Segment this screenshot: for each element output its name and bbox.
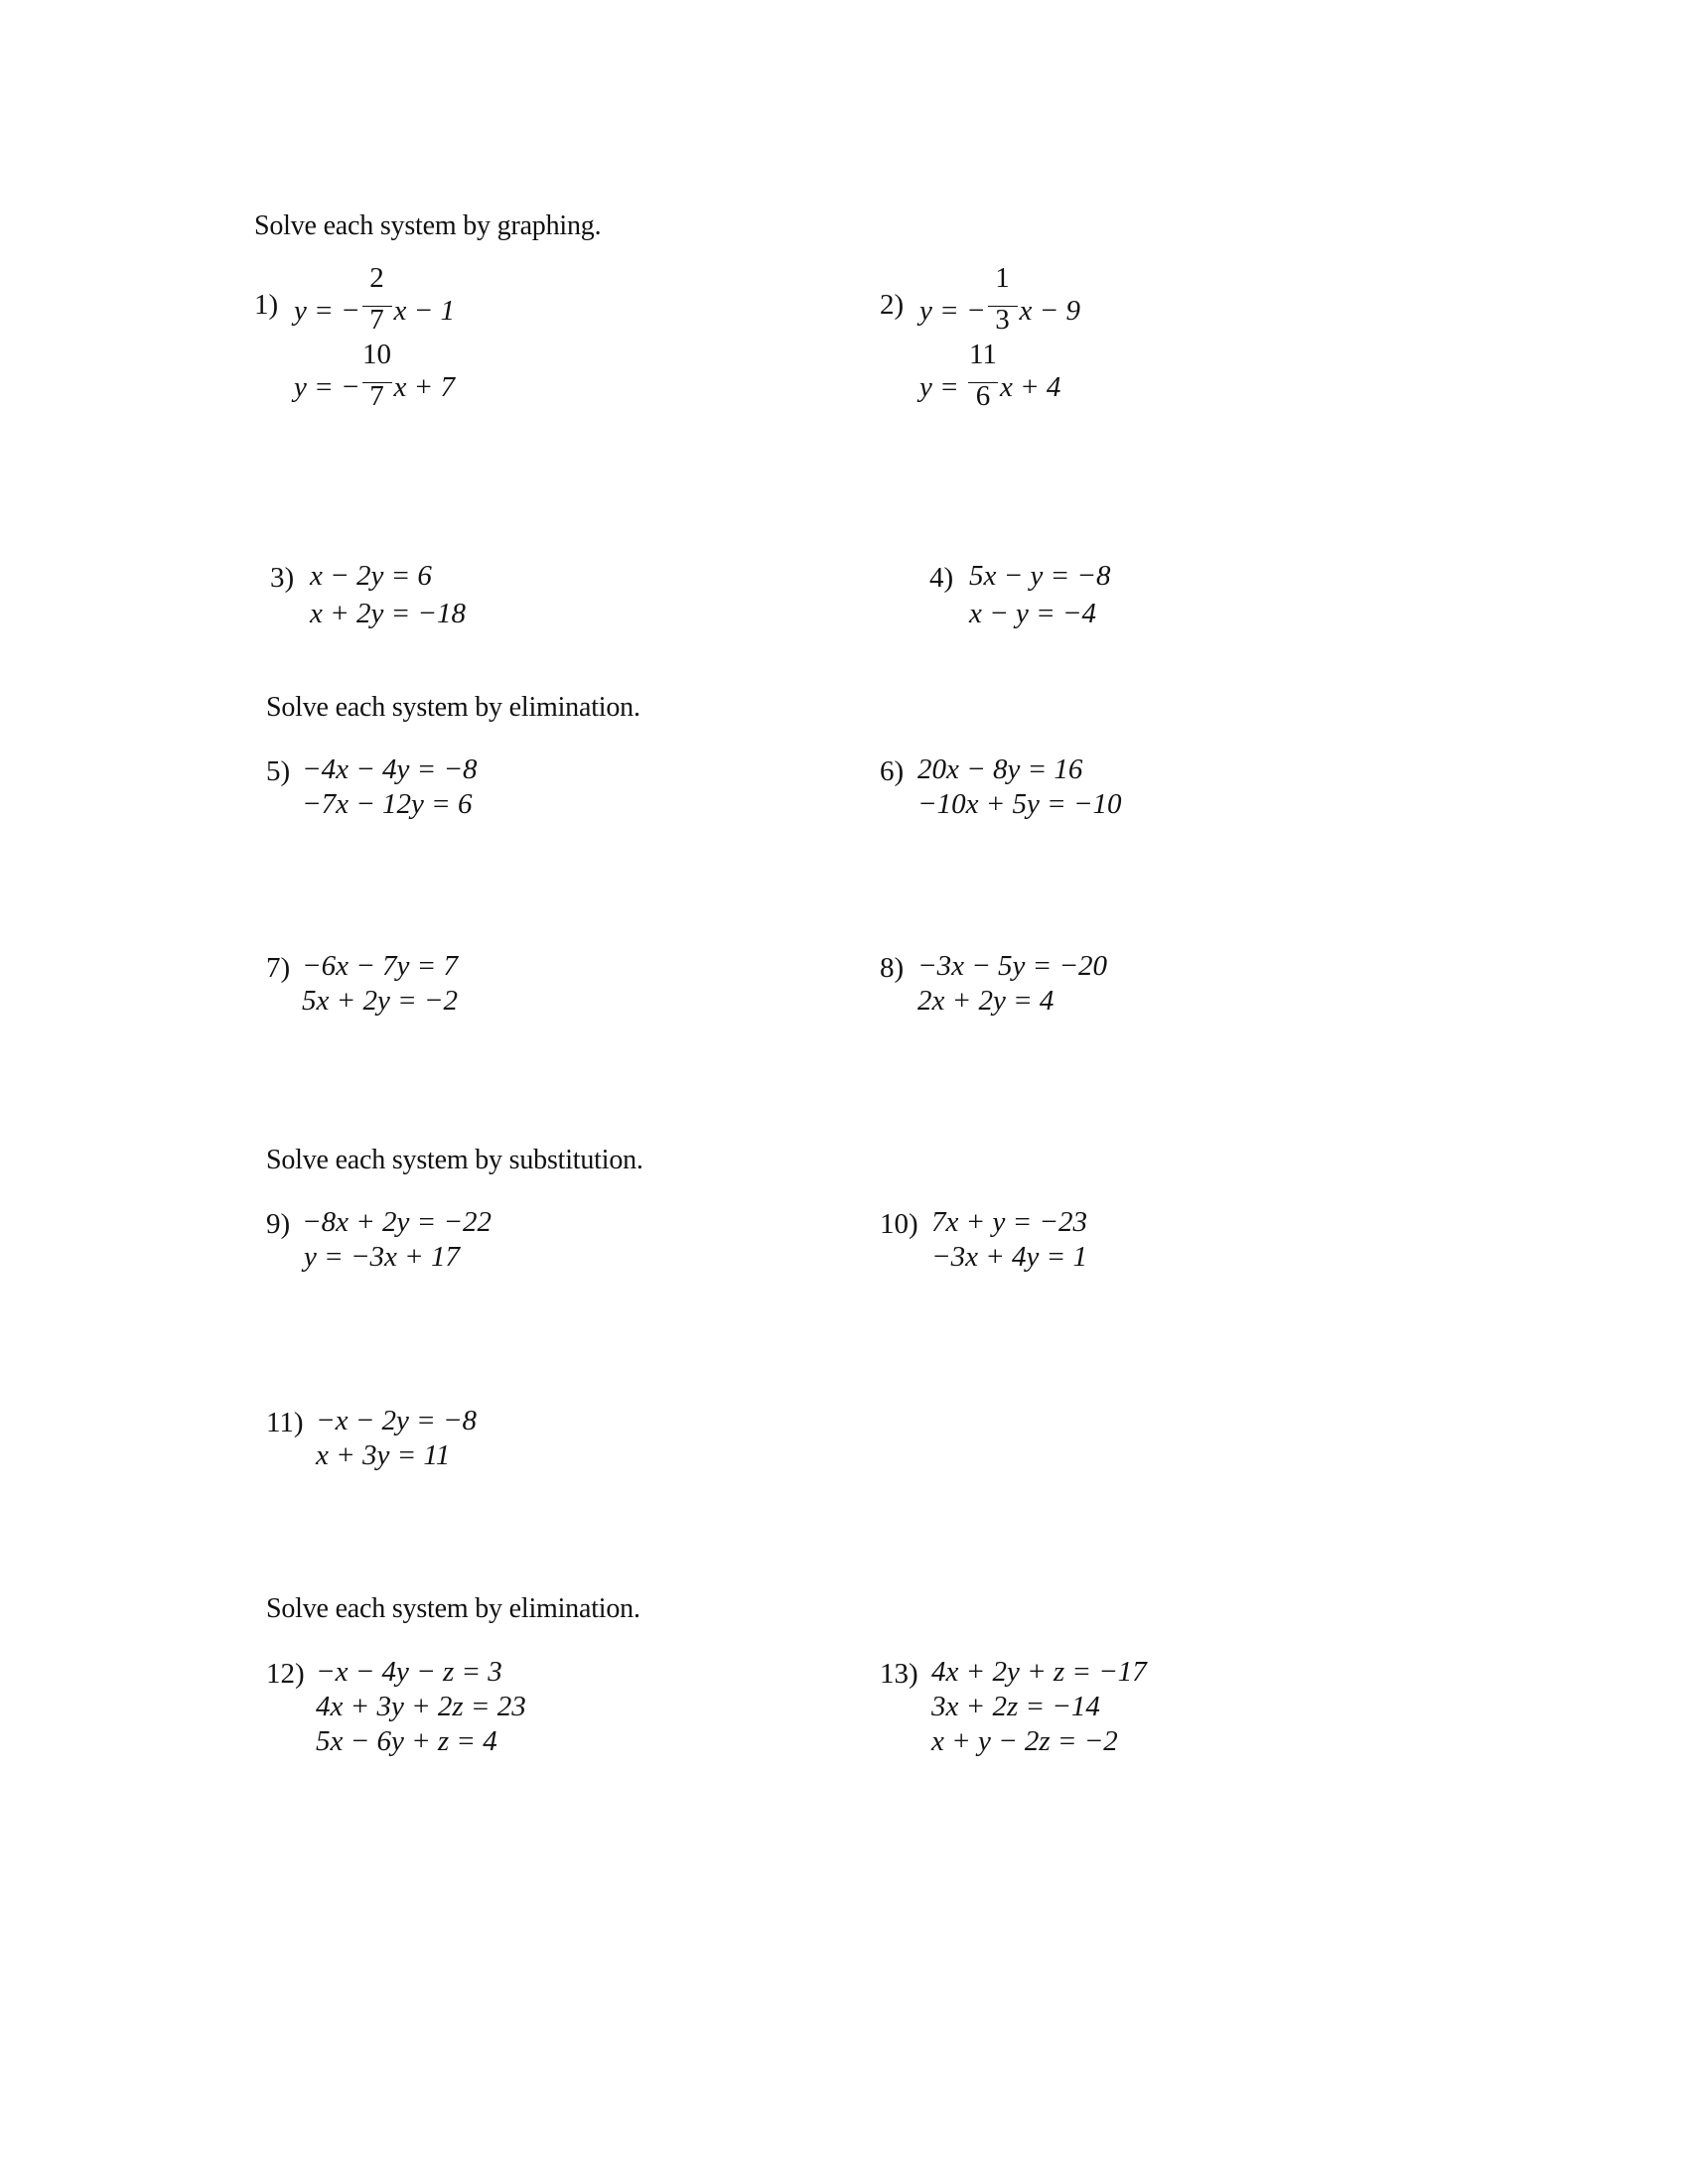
equation: −10x + 5y = −10 [917,788,1122,820]
equation [919,339,1061,412]
equation: −3x − 5y = −20 [917,950,1108,982]
problem-number: 6) [880,755,905,787]
equation: x + y − 2z = −2 [931,1725,1118,1757]
problem-11 [266,1407,584,1486]
fraction-numerator: 10 [362,339,392,370]
equation-rhs: x − 1 [393,295,455,327]
equation: 5x − 6y + z = 4 [316,1725,497,1757]
problem-number: 3) [270,562,295,594]
problem-number: 7) [266,952,291,984]
problem-1 [254,262,552,428]
problem-2 [880,262,1178,428]
fraction [360,262,394,336]
equation: −x − 2y = −8 [316,1405,478,1436]
problem-13 [880,1658,1217,1777]
equation-lhs: y = [919,371,966,403]
fraction [360,339,394,412]
equation [294,262,455,336]
equation-lhs: y = − [919,295,986,327]
equation: 5x − y = −8 [969,560,1111,592]
fraction-denominator: 7 [369,304,384,336]
equation: −7x − 12y = 6 [302,788,473,820]
section-heading-substitution: Solve each system by substitution. [266,1145,643,1175]
equation: 20x − 8y = 16 [917,753,1083,785]
equation: −6x − 7y = 7 [302,950,458,982]
equation [294,339,455,412]
equation: −3x + 4y = 1 [931,1241,1087,1273]
equation-rhs: x − 9 [1019,295,1080,327]
problem-number: 11) [266,1407,304,1438]
problem-10 [880,1208,1197,1288]
equation-lhs: y = − [294,371,360,403]
equation-rhs: x + 4 [999,371,1061,403]
problem-7 [266,952,564,1031]
problem-number: 4) [929,562,954,594]
equation: −4x − 4y = −8 [302,753,478,785]
problem-number: 5) [266,755,291,787]
equation: 4x + 3y + 2z = 23 [316,1691,526,1722]
equation: x − 2y = 6 [310,560,432,592]
fraction-numerator: 1 [995,262,1010,294]
problem-6 [880,755,1197,835]
fraction [986,262,1020,336]
problem-number: 12) [266,1658,305,1690]
equation: 7x + y = −23 [931,1206,1087,1238]
fraction-denominator: 7 [369,380,384,412]
problem-number: 8) [880,952,905,984]
problem-number: 1) [254,289,279,321]
equation: x − y = −4 [969,598,1096,629]
equation [919,262,1080,336]
problem-number: 10) [880,1208,918,1240]
equation: 3x + 2z = −14 [931,1691,1100,1722]
problem-4 [929,562,1227,641]
problem-5 [266,755,564,835]
equation: 2x + 2y = 4 [917,985,1055,1017]
equation: −x − 4y − z = 3 [316,1656,502,1688]
problem-3 [270,562,568,641]
equation-rhs: x + 7 [393,371,455,403]
equation: x + 3y = 11 [316,1439,451,1471]
fraction-denominator: 3 [995,304,1010,336]
fraction-numerator: 2 [369,262,384,294]
equation: 5x + 2y = −2 [302,985,458,1017]
fraction-denominator: 6 [975,380,991,412]
problem-12 [266,1658,584,1777]
problem-number: 13) [880,1658,918,1690]
problem-8 [880,952,1197,1031]
problem-9 [266,1208,584,1288]
section-heading-elimination: Solve each system by elimination. [266,692,640,723]
fraction [966,339,1000,412]
problem-number: 2) [880,289,905,321]
fraction-numerator: 11 [968,339,997,370]
equation-lhs: y = − [294,295,360,327]
problem-number: 9) [266,1208,291,1240]
equation: x + 2y = −18 [310,598,466,629]
equation: 4x + 2y + z = −17 [931,1656,1147,1688]
section-heading-elimination-3var: Solve each system by elimination. [266,1593,640,1624]
section-heading-graphing: Solve each system by graphing. [254,210,602,241]
equation: y = −3x + 17 [304,1241,460,1273]
equation: −8x + 2y = −22 [302,1206,492,1238]
